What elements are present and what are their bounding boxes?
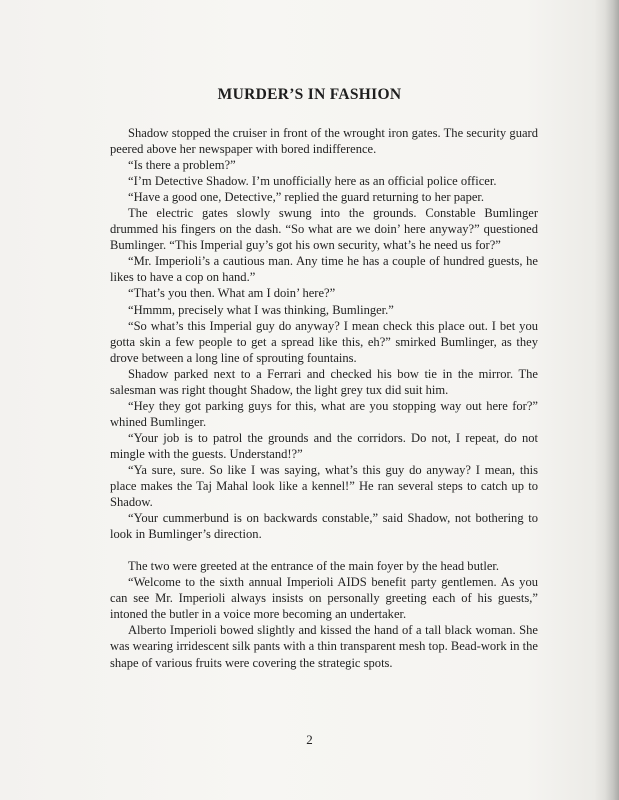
- paragraph: “So what’s this Imperial guy do anyway? I mean check this place out. I bet you gotta skin a few people to get a spread like this, eh?” smirked Bumlinger, as they drove between a long line of sprouting fountains.: [110, 318, 538, 365]
- paragraph: “Welcome to the sixth annual Imperioli AIDS benefit party gentlemen. As you can see Mr. Imperioli always insists on personally greeting each of his guests,” intoned the butler in a voice more becoming an undertaker.: [110, 575, 538, 622]
- paragraph: “Your job is to patrol the grounds and the corridors. Do not, I repeat, do not mingle with the guests. Understand!?”: [110, 430, 538, 461]
- paragraph: “That’s you then. What am I doin’ here?”: [128, 286, 336, 301]
- paragraph: “Have a good one, Detective,” replied the guard returning to her paper.: [128, 190, 485, 205]
- paragraph: Shadow stopped the cruiser in front of the wrought iron gates. The security guard peered above her newspaper with bored indifference.: [110, 126, 538, 157]
- story-text: [110, 125, 538, 671]
- paragraph: “Is there a problem?”: [128, 158, 236, 173]
- paragraph: The electric gates slowly swung into the grounds. Constable Bumlinger drummed his fingers on the dash. “So what are we doin’ here anyway?” questioned Bumlinger. “This Imperial guy’s got his own security, what’s he need us for?”: [110, 206, 538, 253]
- paragraph: “Your cummerbund is on backwards constable,” said Shadow, not bothering to look in Bumlinger’s direction.: [110, 511, 538, 542]
- paragraph: The two were greeted at the entrance of the main foyer by the head butler.: [128, 559, 500, 574]
- paragraph: “Hey they got parking guys for this, what are you stopping way out here for?” whined Bumlinger.: [110, 398, 538, 429]
- page-number: 2: [306, 732, 313, 747]
- paragraph: “Mr. Imperioli’s a cautious man. Any time he has a couple of hundred guests, he likes to have a cop on hand.”: [110, 254, 538, 285]
- paragraph: Shadow parked next to a Ferrari and checked his bow tie in the mirror. The salesman was right thought Shadow, the light grey tux did suit him.: [110, 366, 538, 397]
- paragraph: “Ya sure, sure. So like I was saying, what’s this guy do anyway? I mean, this place makes the Taj Mahal look like a kennel!” He ran several steps to catch up to Shadow.: [110, 462, 538, 510]
- paragraph: “Hmmm, precisely what I was thinking, Bumlinger.”: [128, 302, 394, 317]
- paragraph: “I’m Detective Shadow. I’m unofficially here as an official police officer.: [128, 174, 497, 189]
- chapter-title: MURDER’S IN FASHION: [217, 86, 402, 103]
- paragraph: Alberto Imperioli bowed slightly and kissed the hand of a tall black woman. She was wearing irridescent silk pants with a thin transparent mesh top. Bead-work in the shape of various fruits were covering the strategic spots.: [110, 623, 538, 670]
